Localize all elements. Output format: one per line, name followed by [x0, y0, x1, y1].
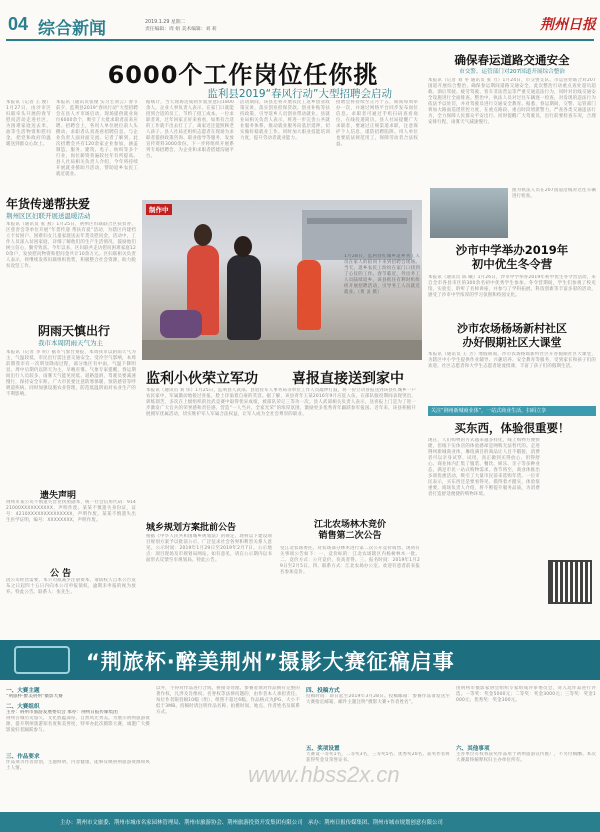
contest-col-3-body1: 投稿时间：即日起至2019年3月28日。投稿邮箱：参赛作品请发送至大赛指定邮箱，邮件主题注明“摄影大赛+作者姓名”。: [306, 694, 450, 705]
notice-auction-title: [280, 520, 420, 542]
contest-col-1-req: 作品须为作者原创，主题鲜明，内容健康，能够反映荆州旅游资源和风土人情。: [6, 760, 150, 772]
notice-planning-title: 城乡规划方案批前公告: [146, 523, 237, 533]
side-article-2-body: 本报讯（记者 李 明）据市气象台预报，本周我市以阴雨天气为主，气温较低，市民出行需注意交通安全。受冷空气影响，本周前期我市有一次明显降雨过程，部分地区有中雨，气温下降明显。周中后期仍以阴天为主，早晚有雾。气象专家提醒，春运期间出行人员较多，雨雾天气能见度低、道路湿滑，驾驶员要减速慢行，保持安全车距。广大市民要注意防寒保暖，预防感冒等呼吸道疾病。同时加强设施农业管理，防范低温阴雨对农业生产的不利影响。: [6, 350, 136, 397]
promo-bar[interactable]: 关注“荆州新城商业体”，一站式商业生活，扫码立享: [428, 406, 596, 416]
right-article-1-body: 本报讯（记者 刘 冬 通讯员 张 力）1月24日，市交警支队、市运管处联合对207国道开展综合整治，确保春运期间道路交通安全。此次整治行动重点查处超员超载、酒后驾驶、疲劳驾驶、客车非法营运等严重交通违法行为，同时对沿线交通安全设施进行全面排查。整治中，执法人员对过往车辆逐一检查，对发现的违法行为依法予以处罚，并对驾驶员进行交通安全教育。据悉，春运期间，交警、运管部门将加大路面巡逻管控力度，在重点路段、重点时段增派警力，严查各类交通违法行为，全力保障人民群众平安出行。同时提醒广大驾驶员，出行前要检查车况，合理安排行程，雨雾天气减速慢行。: [428, 78, 596, 125]
contest-col-4-body2: 主办单位有权将获奖作品用于荆州旅游宣传推广，不另付稿酬。本次大赛最终解释权归主办单位所有。: [456, 752, 596, 763]
lead-body-col3: 活动期间，该县还将开展农民工返乡创业政策宣讲，落实创业担保贷款、创业补贴等扶持政策，引导返乡人员创业带动就业。县就业局相关负责人表示，将进一步完善公共就业服务体系，推动就业服务向基层延伸，切实做好稳就业工作。同时加大职业技能培训力度，提升劳动者就业能力。: [240, 100, 330, 141]
qr-code[interactable]: [548, 560, 592, 604]
right-article-4-body: 现在，人们购物的方式越来越多样化，线上购物方便快捷，但线下实体店的体验感却是网购无法替代的。走进荆州新城商业体，琳琅满目的商品让人目不暇接，消费者可以亲身试穿、试用，真正做到买得放心、用得舒心。商业体内汇集了服装、餐饮、娱乐、亲子等多种业态，满足市民一站式购物需求。春节将至，商业体推出多项优惠活动，吸引了大量市民前来选购年货。一位市民表示，买东西还是要看得见、摸得着才踏实，体验很重要。商场负责人介绍，将不断提升服务品质，为消费者打造舒适便捷的购物环境。: [428, 438, 540, 497]
contest-col-4: [456, 686, 596, 804]
watermark: www.hbss2x.cn: [248, 762, 400, 787]
contest-section-org: 二、大赛组织: [6, 704, 40, 711]
section-title: 综合新闻: [38, 19, 106, 39]
contest-section-submit: 四、投稿方式: [306, 688, 340, 694]
right-article-2-title: [428, 243, 596, 271]
photo-person-head-1: [194, 224, 212, 246]
right-article-1-title: 确保春运道路交通安全: [454, 53, 570, 67]
notice-lost-body: 荆州市某公司不慎遗失营业执照副本，统一社会信用代码：91421000XXXXXXXXXX，声明作废。某某不慎遗失身份证，证号：4210XXXXXXXXXXXXXX，声明作废。某某不慎遗失出生医学证明，编号：XXXXXXXX，声明作废。: [6, 500, 136, 523]
side-article-2-subtitle: 我市本周阴雨天气为主: [38, 339, 103, 347]
side-article-2-title: 阴雨天慎出行: [38, 324, 111, 338]
photo-volunteer-red-vest: [297, 260, 321, 330]
contest-col-2: 以外，不得对作品进行合成、拼接等处理。参赛者须对作品拥有完整的著作权，凡涉及肖像权、名誉权等法律问题的，由作者本人承担责任。每位作者限投稿10幅（组），组照不超过6幅。作品格式为JPG，大小不低于3MB。投稿时请注明作品名称、拍摄时间、地点、作者姓名及联系方式。: [156, 686, 300, 715]
contest-col-3-body2: 大赛设一等奖1名，二等奖3名，三等奖5名，优秀奖20名，获奖作者将获得奖金及荣誉证书。: [306, 752, 450, 763]
contest-section-prize: 五、奖项设置: [306, 746, 340, 752]
masthead-rule: [6, 39, 594, 41]
lead-body-col4: 招聘会将持续至正月十五，期间每周举办一次，并通过网络平台同步发布岗位信息。求职者可通过手机扫码查看岗位，在线投递简历。县人社局提醒广大求职者，要通过正规渠道求职，注意保护个人信息，谨防招聘陷阱。用人单位也要依法规范用工，保障劳动者合法权益。: [336, 100, 418, 147]
banner-title: “荆旅杯·醉美荆州”摄影大赛征稿启事: [86, 650, 455, 674]
editor-line: 责任编辑：周 娟 美术编辑：刘 莉: [145, 27, 217, 32]
side-article-1-title: 年货传递帮扶爱: [6, 197, 91, 211]
side-article-1-body: 本报讯（通讯员 张 燕）1月25日，荆州区妇联联合区扶贫办、区慈善会等单位开展“年货传递 帮扶有爱”活动，为辖区内建档立卡贫困户、困难妇女儿童家庭送去年货及慰问金。活动中，工作人员深入贫困家庭，详细了解他们的生产生活情况，鼓励他们树立信心，勤劳致富。今年以来，区妇联共走访慰问困难家庭120余户，发放慰问物资和慰问金共计10余万元。区妇联相关负责人表示，将继续发挥妇联组织优势，积极整合社会资源，助力脱贫攻坚工作。: [6, 222, 136, 269]
mid-title-left: 监利小伙荣立军功: [146, 371, 258, 387]
right-article-4-title: 买东西，体验很重要！: [454, 421, 570, 435]
notice-public-body: 因公司经营需要，本公司拟减少注册资本，请债权人自本公告发布之日起四十五日内向本公司申报债权，逾期未申报的视为放弃。特此公告。联系人：张先生。: [6, 578, 136, 595]
page-number: 04: [8, 14, 29, 34]
contest-banner: [0, 640, 600, 680]
right-photo-caption: 图为执法人员在207国道沿线对过往车辆进行检查。: [512, 188, 596, 199]
right-photo: [430, 188, 508, 238]
photo-tag: 制作中: [146, 204, 172, 215]
contest-section-org-text: 主办：荆州市旅游发展委员会 承办：荆州日报传媒集团: [6, 710, 118, 716]
right-article-3-title-text: 沙市农场杨场新村社区 办好假期社区大课堂: [457, 322, 567, 349]
contest-section-theme: 一、大赛主题: [6, 688, 40, 694]
footer-bar: [0, 812, 600, 832]
footer-text: 主办：荆州市文旅委、荆州市城市名家园林管理局、荆州市旅游协会、荆州旅游投资开发集团有限公司 承办：荆州日报传媒集团、荆州市城市规划创意有限公司: [60, 820, 443, 826]
notice-planning-body: 根据《中华人民共和国城乡规划法》的规定，现将以下建设项目规划方案予以批前公示，广泛征求社会各界和利害关系人意见。公示时间：2019年1月29日至2019年2月7日。公示地点：项目现场及市规划局网站。如有意见，请在公示期内以书面形式反馈至市规划局。特此公告。: [146, 534, 272, 563]
contest-section-theme-text: “荆旅杯·醉美荆州”摄影大赛: [6, 694, 63, 699]
photo-person-black-coat: [227, 255, 261, 340]
contest-col-1: [6, 686, 150, 806]
notice-auction-body: 受江北农场委托，对农场部分林木进行第二次公开竞价销售，现将有关事项公告如下：一、竞价标的：江北农场辖区内杨树林木一批。二、竞价方式：公开竞价，价高者得。三、报名时间：2019年1月29日至2月5日。四、联系方式：江北农场办公室。欢迎有意者前来报名参加竞价。: [280, 546, 420, 575]
photo-caption: 1月28日，监利县红城乡返乡务工人员在家人的陪同下来到招聘会现场。当天，返乡农民工纷纷在家门口找到了心仪的工作。春节临近，外出务工人员陆续返乡，该县抓住有利时机组织开展招聘活动，引导务工人员就近就业。（黄 灵 摄）: [344, 254, 420, 295]
photo-person-head-2: [234, 236, 252, 257]
contest-section-other: 六、其他事项: [456, 746, 490, 752]
photo-luggage-bag: [160, 310, 202, 338]
left-col-intro: 本报讯（记者 王 俊）1月27日，由沙市区妇联牵头开展的春节慰问活动走进社区，为困难家庭送去米、油等生活物资和慰问金，把党和政府的温暖送到群众心坎上。: [6, 100, 51, 147]
lead-title: 6000个工作岗位任你挑: [107, 61, 379, 89]
photo-building-windows: [307, 218, 407, 224]
lead-body-col2: 据统计，当天现场达成初步就业意向1800余人。企业人事负责人表示，在家门口就能招到合适的员工，节约了招工成本。一位求职者说，过年回家正好来看看，如果有合适的工作就不出去打工了，离家近还能照顾老人孩子。县人社局还组织志愿者在现场为求职者提供政策咨询、职业指导等服务，发放宣传资料3000余份。下一步将组织开展系列专场招聘会，为企业和求职者搭建沟通平台。: [146, 100, 234, 159]
contest-col-4-body1: 由荆州市摄影家协会组织专家组成评审委员会，对入选作品进行评选。一等奖：奖金5000元；二等奖：奖金3000元；三等奖：奖金1000元；优秀奖：奖金300元。: [456, 686, 596, 703]
lead-subtitle: 监利县2019“春风行动”大型招聘会启动: [207, 88, 392, 100]
notice-auction-title-text: 江北农场林木竞价 销售第二次公告: [313, 520, 386, 541]
issue-date: 2019.1.29 星期二: [145, 20, 186, 25]
notice-lost-title: 遗失声明: [40, 491, 77, 501]
newspaper-logo: 荆州日报: [540, 17, 596, 33]
mid-article-body: 本报讯（通讯员 刘 伟）1月25日，监利县人武部、县退役军人事务局等单位工作人员敲锣打鼓，将一份立功喜报送到该县红城乡一户农民家中，军属激动地接过喜报，脸上洋溢着自豪的笑容。据了解，该县青年王某2016年9月应征入伍，在部队服役期间表现突出，训练刻苦，多次在上级组织的比武竞赛中取得优异成绩，被部队荣记三等功一次。县人武部相关负责人表示，送喜报上门是为了进一步激发广大官兵的荣誉感和责任感，营造“一人当兵、全家光荣”的浓厚氛围，激励更多优秀青年踊跃参军报国。近年来，该县积极开展拥军优属活动，切实维护军人军属合法权益，让军人成为全社会尊崇的职业。: [146, 388, 416, 417]
contest-section-requirements: 三、作品要求: [6, 754, 40, 761]
side-article-1-subtitle: 荆州区区妇联开展送温暖活动: [6, 212, 91, 220]
banner-decor-left: [14, 646, 70, 674]
right-article-1-subtitle: 市交警、运管部门对207国道开展综合整治: [459, 69, 565, 75]
mid-title-right: 喜报直接送到家中: [292, 371, 404, 387]
right-article-2-title-text: 沙市中学举办2019年 初中优生冬令营: [455, 243, 569, 271]
contest-col-1-body: 荆州古城历史悠久，文化底蕴深厚，自然风光秀美。为展示荆州旅游资源，提升荆州旅游知名度和美誉度，特举办此次摄影大赛，诚邀广大摄影爱好者踊跃参与。: [6, 716, 150, 734]
right-article-2-body: 本报讯（通讯员 陈 曦）1月26日，沙市中学举办2019年初中优生冬令营活动，来自全市各县市区的300余名初中优秀学生参加。冬令营期间，学生们参观了校史馆、实验室，聆听了名师讲座，并参与了学科拓展、科技创新等丰富多彩的活动，感受了沙市中学浓厚的学习氛围和校园文化。: [428, 275, 596, 298]
notice-public-title: 公 告: [50, 569, 72, 579]
right-article-3-body: 本报讯（通讯员 王 芳）寒假期间，沙市农场杨场新村社区开办假期社区大课堂，为辖区中小学生提供作业辅导、兴趣培养、安全教育等服务，受到家长和孩子们的欢迎。社区志愿者和大学生志愿者轮流授课，丰富了孩子们的假期生活。: [428, 352, 596, 369]
right-article-3-title: [428, 322, 596, 350]
lead-body-col1: 本报讯（通讯员张俊 实习生刘云）春节前夕，监利县2019“春风行动”大型招聘会在县人才市场启动，现场提供就业岗位6000余个，吸引了大批求职者前来应聘。招聘会上，各用人单位展位前人头攒动，求职者认真查看招聘信息，与企业负责人面对面交流。记者了解到，此次招聘会共有120余家企业参加，涵盖制造、服务、建筑、电子、纺织等多个行业，岗位薪资普遍较往年有所提高。县人社局相关负责人介绍，今年将持续开展就业援助月活动，帮助返乡农民工就近就业。: [56, 100, 138, 177]
masthead: [0, 0, 600, 46]
